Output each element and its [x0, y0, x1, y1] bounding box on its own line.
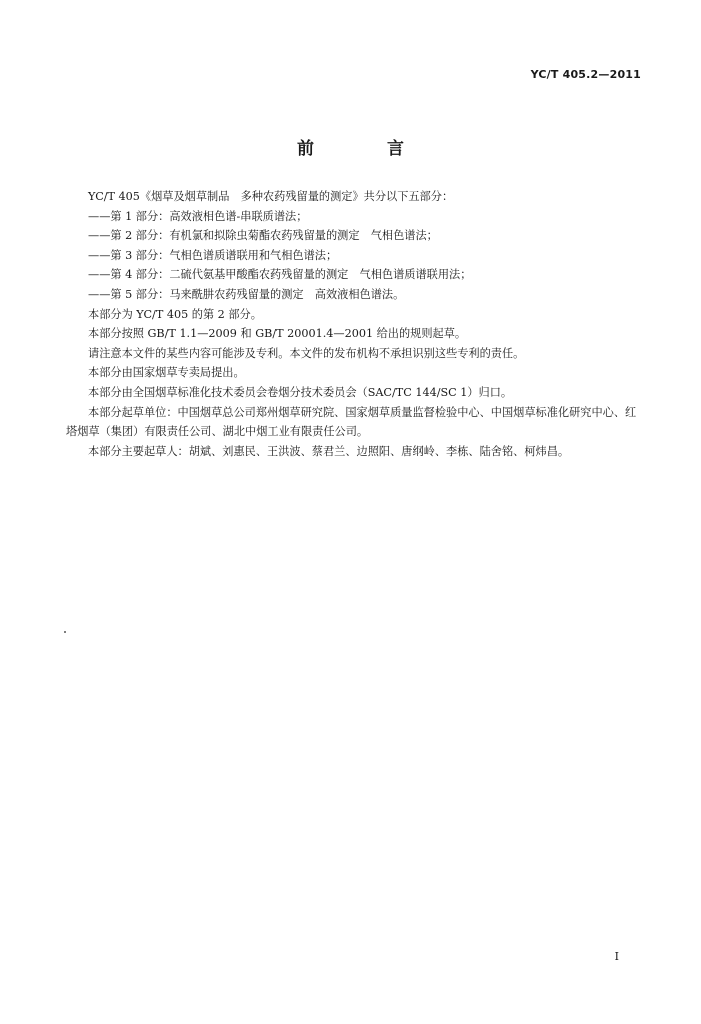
paragraph-proposer: 本部分由国家烟草专卖局提出。	[88, 366, 245, 380]
list-item-part-1: ——第 1 部分：高效液相色谱-串联质谱法；	[88, 209, 308, 223]
paragraph-drafters: 本部分主要起草人：胡斌、刘惠民、王洪波、蔡君兰、边照阳、唐纲岭、李栋、陆舍铭、柯炜昌。	[88, 444, 570, 458]
foreword-body	[66, 187, 641, 461]
paragraph-administrator: 本部分由全国烟草标准化技术委员会卷烟分技术委员会（SAC/TC 144/SC 1）归口。	[88, 385, 513, 399]
paragraph-patent-notice: 请注意本文件的某些内容可能涉及专利。本文件的发布机构不承担识别这些专利的责任。	[88, 346, 525, 360]
paragraph-drafting-units: 本部分起草单位：中国烟草总公司郑州烟草研究院、国家烟草质量监督检验中心、中国烟草标准化研究中心、红塔烟草（集团）有限责任公司、湖北中烟工业有限责任公司。	[66, 405, 637, 439]
page-title: 前 言	[297, 139, 432, 159]
list-item-part-5: ——第 5 部分：马来酰肼农药残留量的测定 高效液相色谱法。	[88, 287, 405, 301]
list-item-part-2: ——第 2 部分：有机氯和拟除虫菊酯农药残留量的测定 气相色谱法；	[88, 229, 438, 243]
list-item-part-3: ——第 3 部分：气相色谱质谱联用和气相色谱法；	[88, 248, 338, 262]
scan-speck	[64, 631, 66, 633]
list-item-part-4: ——第 4 部分：二硫代氨基甲酸酯农药残留量的测定 气相色谱质谱联用法；	[88, 268, 472, 282]
paragraph-drafting-rules: 本部分按照 GB/T 1.1—2009 和 GB/T 20001.4—2001 给出的规则起草。	[88, 327, 467, 341]
page-number: I	[614, 950, 619, 963]
standard-number: YC/T 405.2—2011	[530, 68, 641, 81]
paragraph-intro: YC/T 405《烟草及烟草制品 多种农药残留量的测定》共分以下五部分：	[88, 190, 454, 203]
paragraph-part-statement: 本部分为 YC/T 405 的第 2 部分。	[88, 307, 262, 321]
